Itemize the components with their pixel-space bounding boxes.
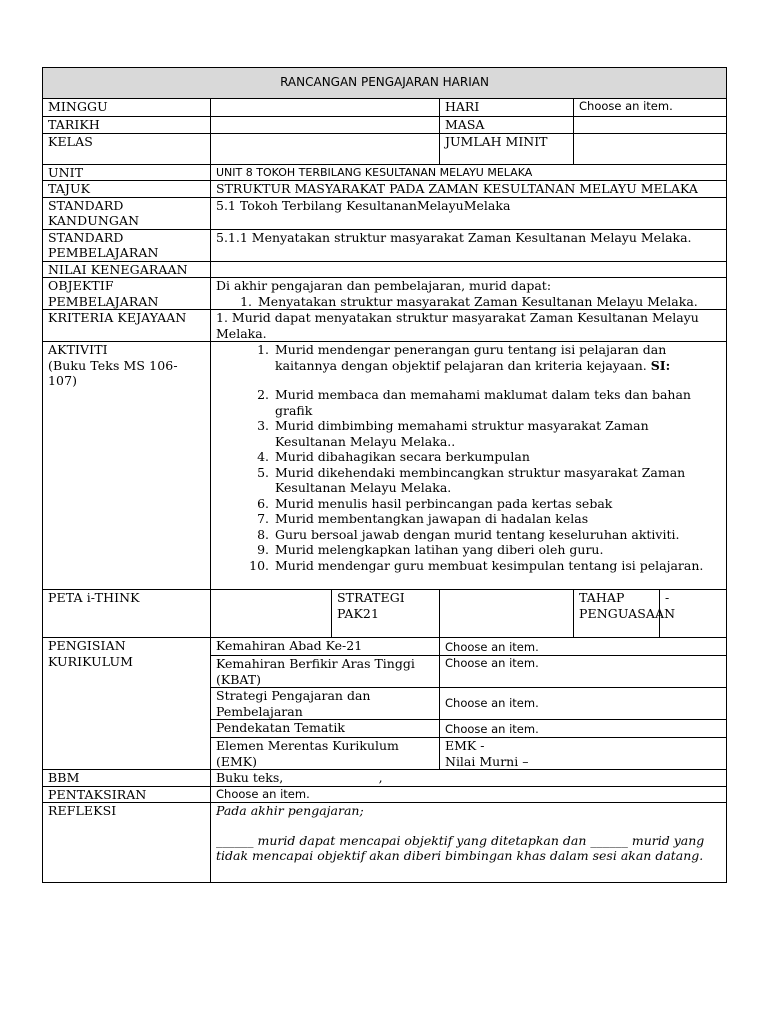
bbm-label: BBM [43,770,211,787]
pengisian-item-name: Kemahiran Berfikir Aras Tinggi (KBAT) [211,656,440,688]
aktiviti-item [273,342,721,373]
tahap-penguasaan-label: TAHAP PENGUASAAN [574,590,660,638]
unit-value: UNIT 8 TOKOH TERBILANG KESULTANAN MELAYU MELAKA [211,164,727,181]
tajuk-label: TAJUK [43,181,211,198]
pentaksiran-label: PENTAKSIRAN [43,786,211,803]
hari-select[interactable]: Choose an item. [574,99,727,117]
refleksi-cell [211,803,727,883]
page-title: RANCANGAN PENGAJARAN HARIAN [43,68,727,99]
aktiviti-item: 4. Murid dibahagikan secara berkumpulan [273,449,721,465]
refleksi-intro: Pada akhir pengajaran; [216,803,364,818]
pengisian-item-name: Strategi Pengajaran dan Pembelajaran [211,688,440,720]
aktiviti-cell [211,342,727,590]
emk-cell [440,738,727,770]
aktiviti-item: 9. Murid melengkapkan latihan yang diberi oleh guru. [273,542,721,558]
aktiviti-item: 8. Guru bersoal jawab dengan murid tentang keseluruhan aktiviti. [273,527,721,543]
masa-field[interactable] [574,117,727,134]
aktiviti-item: 7. Murid membentangkan jawapan di hadalan kelas [273,511,721,527]
aktiviti-item: 3. Murid dimbimbing memahami struktur masyarakat Zaman Kesultanan Melayu Melaka.. [273,418,721,449]
aktiviti-item-text: Murid mendengar penerangan guru tentang isi pelajaran dan kaitannya dengan objektif pelajaran dan kriteria kejayaan. [275,342,667,373]
jumlah-minit-field[interactable] [574,133,727,164]
pengisian-item-name: Kemahiran Abad Ke-21 [211,638,440,656]
aktiviti-label: AKTIVITI [48,342,108,357]
nilai-murni-line: Nilai Murni – [445,753,529,769]
pengisian-item-select[interactable]: Choose an item. [440,638,727,656]
kelas-label: KELAS [43,133,211,164]
standard-kandungan-label: STANDARD KANDUNGAN [43,197,211,229]
pengisian-item-name: Pendekatan Tematik [211,720,440,738]
aktiviti-list [216,342,721,573]
emk-line: EMK - [445,738,485,753]
objektif-label: OBJEKTIF PEMBELAJARAN [43,278,211,310]
standard-kandungan-value: 5.1 Tokoh Terbilang KesultananMelayuMelaka [211,197,727,229]
emk-name: Elemen Merentas Kurikulum (EMK) [211,738,440,770]
kriteria-label: KRITERIA KEJAYAAN [43,310,211,342]
objektif-list [216,294,721,310]
objektif-cell [211,278,727,310]
refleksi-label: REFLEKSI [43,803,211,883]
tahap-penguasaan-value[interactable]: - [660,590,727,638]
tajuk-value: STRUKTUR MASYARAKAT PADA ZAMAN KESULTANAN MELAYU MELAKA [211,181,727,198]
aktiviti-item: 5. Murid dikehendaki membincangkan struktur masyarakat Zaman Kesultanan Melayu Melaka. [273,465,721,496]
strategi-pak21-label: STRATEGI PAK21 [332,590,440,638]
jumlah-minit-label: JUMLAH MINIT [440,133,574,164]
objektif-intro: Di akhir pengajaran dan pembelajaran, murid dapat: [216,278,552,293]
tarikh-label: TARIKH [43,117,211,134]
pengisian-item-select[interactable]: Choose an item. [440,688,727,720]
strategi-pak21-field[interactable] [440,590,574,638]
tarikh-field[interactable] [211,117,440,134]
unit-label: UNIT [43,164,211,181]
lesson-plan-table [42,67,727,883]
objektif-item: 1. Menyatakan struktur masyarakat Zaman Kesultanan Melayu Melaka. [256,294,721,310]
kriteria-value: 1. Murid dapat menyatakan struktur masyarakat Zaman Kesultanan Melayu Melaka. [211,310,727,342]
pengisian-item-select[interactable]: Choose an item. [440,720,727,738]
bbm-value[interactable]: Buku teks, , [211,770,727,787]
aktiviti-item: 10. Murid mendengar guru membuat kesimpulan tentang isi pelajaran. [273,558,721,574]
nilai-kenegaraan-label: NILAI KENEGARAAN [43,261,211,278]
pengisian-item-select[interactable]: Choose an item. [440,656,727,688]
pengisian-kurikulum-label: PENGISIAN KURIKULUM [43,638,211,770]
aktiviti-sublabel: (Buku Teks MS 106-107) [48,357,178,388]
peta-ithink-field[interactable] [211,590,332,638]
aktiviti-item: 2. Murid membaca dan memahami maklumat dalam teks dan bahan grafik [273,387,721,418]
refleksi-text: ______ murid dapat mencapai objektif yang ditetapkan dan ______ murid yang tidak mencapai objektif akan diberi bimbingan khas dalam sesi akan datang. [216,832,705,863]
masa-label: MASA [440,117,574,134]
kelas-field[interactable] [211,133,440,164]
nilai-kenegaraan-value[interactable] [211,261,727,278]
aktiviti-item: 6. Murid menulis hasil perbincangan pada kertas sebak [273,496,721,512]
hari-label: HARI [440,99,574,117]
minggu-label: MINGGU [43,99,211,117]
aktiviti-label-cell [43,342,211,590]
minggu-field[interactable] [211,99,440,117]
peta-ithink-label: PETA i-THINK [43,590,211,638]
standard-pembelajaran-value: 5.1.1 Menyatakan struktur masyarakat Zaman Kesultanan Melayu Melaka. [211,229,727,261]
standard-pembelajaran-label: STANDARD PEMBELAJARAN [43,229,211,261]
pentaksiran-select[interactable]: Choose an item. [211,786,727,803]
si-label: SI: [650,357,671,373]
